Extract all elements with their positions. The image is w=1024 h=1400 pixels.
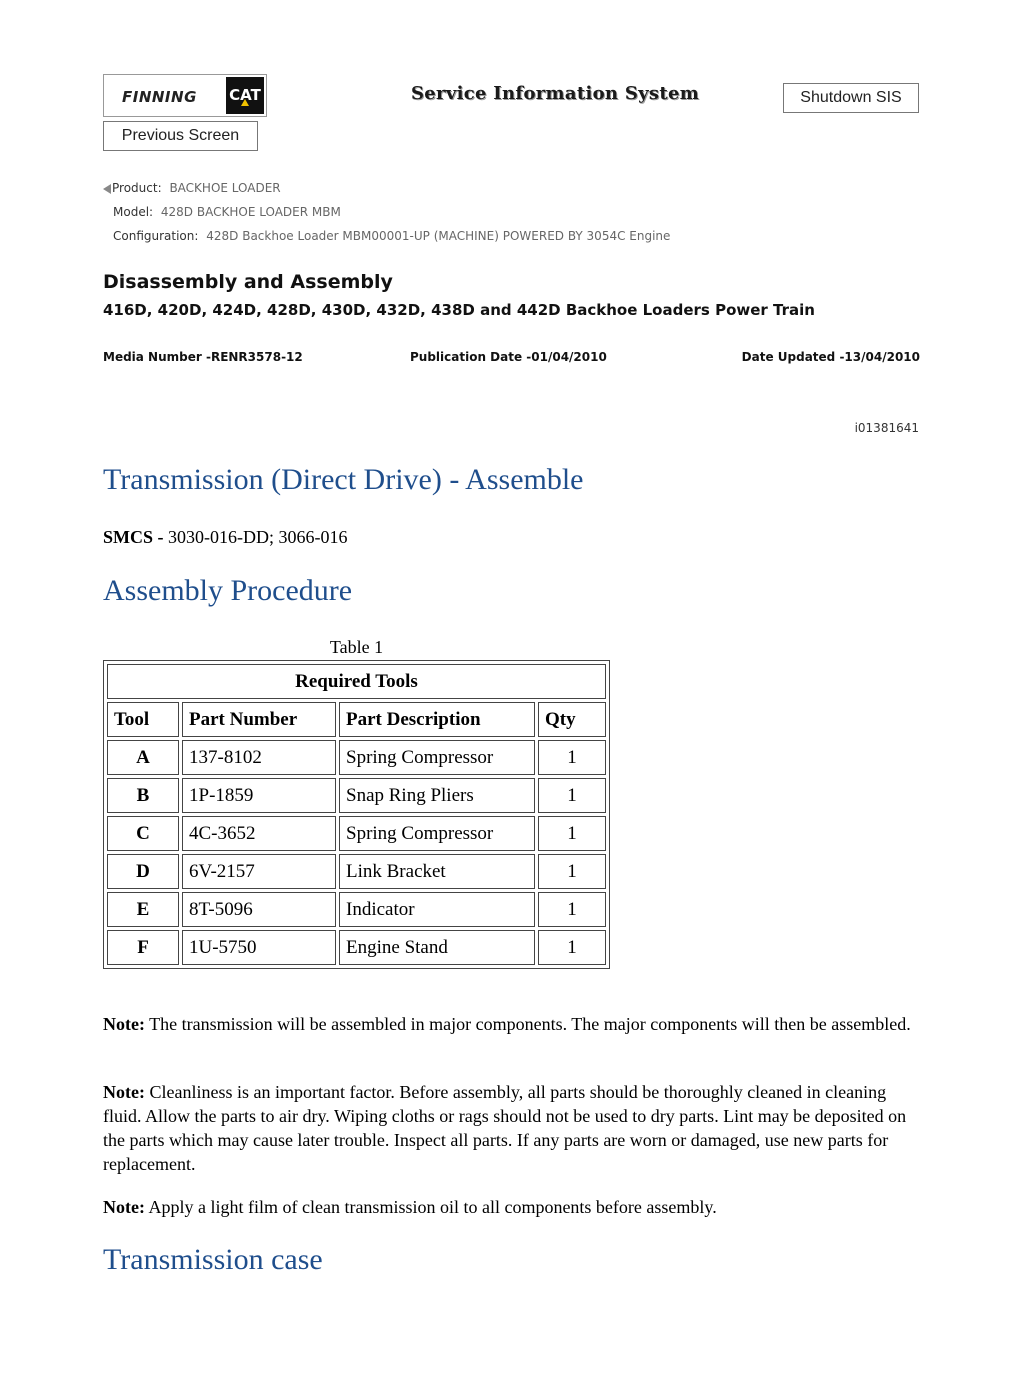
part-number-cell: 8T-5096: [182, 892, 336, 927]
cat-logo: [226, 77, 264, 114]
cat-logo-text: CAT: [229, 86, 261, 104]
document-id: i01381641: [854, 421, 919, 435]
configuration-value: 428D Backhoe Loader MBM00001-UP (MACHINE) POWERED BY 3054C Engine: [206, 229, 671, 243]
cat-triangle-icon: [241, 99, 249, 106]
part-number-cell: 1U-5750: [182, 930, 336, 965]
date-updated: Date Updated -13/04/2010: [741, 350, 920, 364]
table-title: Required Tools: [107, 664, 606, 699]
smcs-value: 3030-016-DD; 3066-016: [168, 527, 348, 547]
note-label: Note:: [103, 1014, 145, 1034]
qty-cell: 1: [538, 892, 606, 927]
note-label: Note:: [103, 1197, 145, 1217]
note-text: Apply a light film of clean transmission oil to all components before assembly.: [148, 1197, 717, 1217]
table-title-row: [107, 664, 606, 699]
model-line: [113, 205, 341, 219]
part-description-cell: Snap Ring Pliers: [339, 778, 535, 813]
tool-cell: A: [107, 740, 179, 775]
qty-cell: 1: [538, 854, 606, 889]
part-number-cell: 1P-1859: [182, 778, 336, 813]
note-paragraph: [103, 1012, 921, 1036]
part-description-cell: Spring Compressor: [339, 740, 535, 775]
shutdown-sis-button[interactable]: Shutdown SIS: [783, 83, 919, 113]
publication-date: Publication Date -01/04/2010: [410, 350, 607, 364]
transmission-case-heading: Transmission case: [103, 1243, 323, 1276]
product-line: [103, 181, 281, 195]
media-number: Media Number -RENR3578-12: [103, 350, 303, 364]
configuration-label: Configuration:: [113, 229, 199, 243]
document-subtitle: 416D, 420D, 424D, 428D, 430D, 432D, 438D and 442D Backhoe Loaders Power Train: [103, 301, 815, 319]
column-header-part-number: Part Number: [182, 702, 336, 737]
finning-cat-logo: [103, 74, 267, 117]
column-header-part-description: Part Description: [339, 702, 535, 737]
column-header-tool: Tool: [107, 702, 179, 737]
previous-screen-button[interactable]: Previous Screen: [103, 121, 258, 151]
tool-cell: D: [107, 854, 179, 889]
table-row: [107, 816, 606, 851]
note-text: Cleanliness is an important factor. Before assembly, all parts should be thoroughly cleaned in cleaning fluid. Allow the parts to air dry. Wiping cloths or rags should not be used to dry parts. Lint may be deposited on the parts which may cause later trouble. Inspect all parts. If any parts are worn or damaged, use new parts for replacement.: [103, 1082, 907, 1174]
tool-cell: F: [107, 930, 179, 965]
qty-cell: 1: [538, 930, 606, 965]
page-title: Transmission (Direct Drive) - Assemble: [103, 463, 584, 496]
part-number-cell: 137-8102: [182, 740, 336, 775]
part-description-cell: Indicator: [339, 892, 535, 927]
assembly-procedure-heading: Assembly Procedure: [103, 574, 353, 607]
model-label: Model:: [113, 205, 154, 219]
configuration-line: [113, 229, 670, 243]
finning-logo-text: FINNING: [122, 88, 197, 106]
qty-cell: 1: [538, 740, 606, 775]
sis-title: Service Information System: [411, 83, 700, 104]
part-number-cell: 6V-2157: [182, 854, 336, 889]
tool-cell: B: [107, 778, 179, 813]
qty-cell: 1: [538, 778, 606, 813]
table-caption: Table 1: [329, 637, 384, 657]
table-row: [107, 854, 606, 889]
part-description-cell: Engine Stand: [339, 930, 535, 965]
qty-cell: 1: [538, 816, 606, 851]
back-arrow-icon[interactable]: [103, 184, 111, 194]
table-row: [107, 892, 606, 927]
model-value: 428D BACKHOE LOADER MBM: [160, 205, 341, 219]
table-row: [107, 930, 606, 965]
note-paragraph: [103, 1080, 921, 1176]
required-tools-table: [103, 660, 610, 969]
product-label: Product:: [112, 181, 162, 195]
product-value: BACKHOE LOADER: [169, 181, 281, 195]
column-header-qty: Qty: [538, 702, 606, 737]
part-description-cell: Spring Compressor: [339, 816, 535, 851]
part-description-cell: Link Bracket: [339, 854, 535, 889]
smcs-label: SMCS -: [103, 527, 164, 547]
document-title: Disassembly and Assembly: [103, 271, 393, 293]
note-label: Note:: [103, 1082, 145, 1102]
table-header-row: [107, 702, 606, 737]
part-number-cell: 4C-3652: [182, 816, 336, 851]
smcs-line: [103, 527, 348, 548]
table-row: [107, 778, 606, 813]
note-paragraph: [103, 1195, 921, 1219]
note-text: The transmission will be assembled in major components. The major components will then be assembled.: [149, 1014, 911, 1034]
table-row: [107, 740, 606, 775]
tool-cell: E: [107, 892, 179, 927]
tool-cell: C: [107, 816, 179, 851]
